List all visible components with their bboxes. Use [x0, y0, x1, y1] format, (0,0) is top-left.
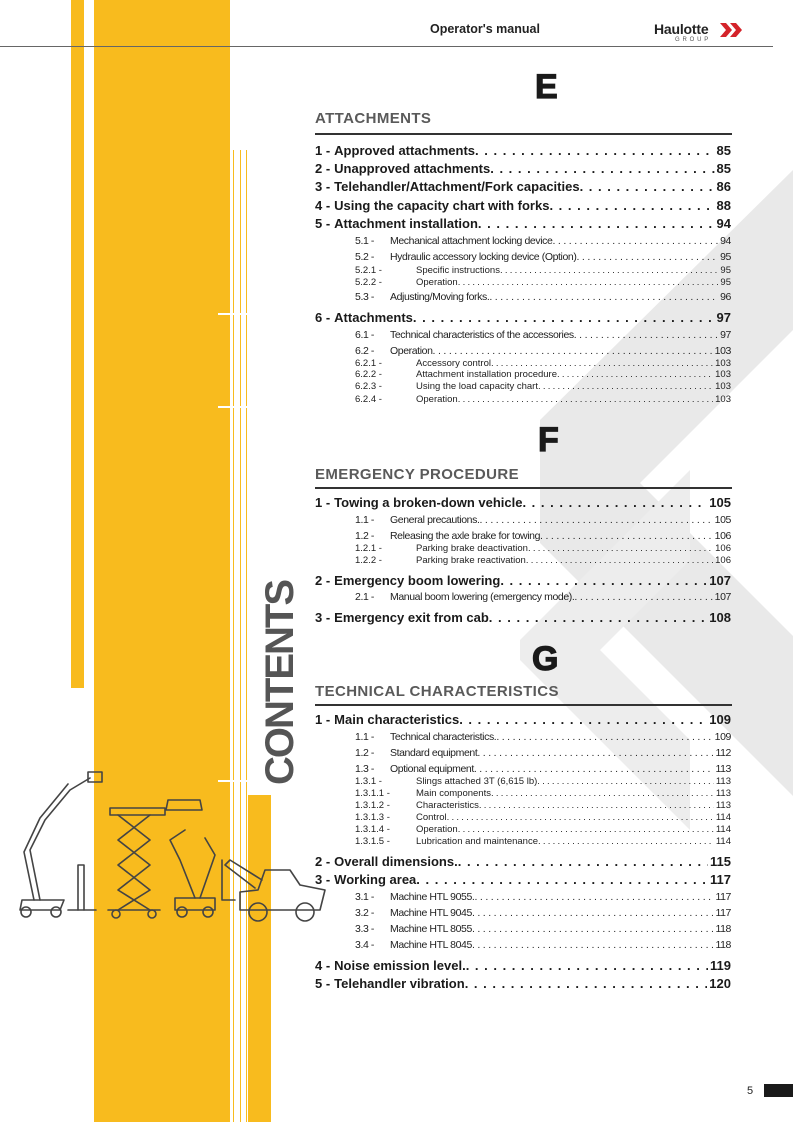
- toc-entry-number: 1 -: [315, 143, 331, 158]
- toc-leader-dots: [500, 573, 707, 588]
- toc-entry-number: 3 -: [315, 610, 331, 625]
- toc-leader-dots: [459, 712, 707, 727]
- toc-entry-title: Technical characteristics.: [390, 731, 497, 743]
- toc-entry[interactable]: [355, 235, 731, 249]
- toc-leader-dots: [491, 788, 714, 799]
- toc-entry-number: 3.1 -: [355, 891, 375, 903]
- toc-entry-title: Emergency boom lowering: [334, 573, 501, 588]
- toc-entry-number: 5.2 -: [355, 251, 375, 263]
- toc-entry-number: 3.4 -: [355, 939, 375, 951]
- toc-entry-page: 105: [714, 514, 731, 526]
- toc-entry-page: 94: [716, 216, 731, 231]
- toc-entry[interactable]: [355, 776, 731, 788]
- toc-entry-title: Emergency exit from cab: [334, 610, 489, 625]
- toc-leader-dots: [491, 358, 713, 369]
- toc-entry-page: 103: [715, 358, 731, 369]
- toc-entry-number: 5.2.2 -: [355, 277, 382, 288]
- toc-entry-page: 85: [716, 143, 731, 158]
- toc-entry-page: 103: [715, 381, 731, 392]
- toc-entry-page: 113: [715, 788, 731, 799]
- section-divider: [315, 704, 732, 706]
- toc-entry-number: 6.1 -: [355, 329, 375, 341]
- header-divider: [0, 46, 773, 47]
- toc-entry-title: Machine HTL 9055.: [390, 891, 475, 903]
- machinery-illustration: [0, 760, 340, 940]
- toc-entry-title: Unapproved attachments: [334, 161, 491, 176]
- toc-entry[interactable]: [355, 291, 731, 305]
- toc-entry[interactable]: [315, 216, 731, 232]
- toc-entry[interactable]: [355, 555, 731, 567]
- toc-leader-dots: [479, 800, 714, 811]
- toc-entry-title: General precautions.: [390, 514, 480, 526]
- toc-leader-dots: [500, 265, 718, 276]
- toc-leader-dots: [526, 555, 713, 566]
- toc-entry[interactable]: [355, 369, 731, 381]
- toc-entry-title: Operation: [390, 345, 433, 357]
- toc-entry[interactable]: [355, 836, 731, 848]
- toc-entry-page: 119: [710, 958, 731, 973]
- toc-entry-number: 3 -: [315, 179, 331, 194]
- toc-leader-dots: [574, 329, 718, 341]
- toc-entry-title: Towing a broken-down vehicle: [334, 495, 523, 510]
- toc-leader-dots: [474, 891, 713, 903]
- toc-entry[interactable]: [315, 143, 731, 159]
- toc-entry-title: Attachment installation procedure: [416, 369, 557, 380]
- toc-entry[interactable]: [315, 872, 731, 888]
- toc-entry-page: 109: [714, 731, 731, 743]
- toc-entry-title: Control: [416, 812, 447, 823]
- section-letter: F: [538, 421, 559, 459]
- toc-entry-number: 2.1 -: [355, 591, 375, 603]
- toc-entry[interactable]: [355, 923, 731, 937]
- toc-entry-page: 106: [714, 530, 731, 542]
- toc-entry-title: Machine HTL 9045: [390, 907, 472, 919]
- decor-bar-thin: [71, 0, 84, 688]
- toc-entry[interactable]: [355, 543, 731, 555]
- toc-entry[interactable]: [355, 251, 731, 265]
- toc-entry-title: Using the capacity chart with forks: [334, 198, 550, 213]
- toc-entry-title: Mechanical attachment locking device: [390, 235, 553, 247]
- page-tab-marker: [764, 1084, 793, 1097]
- contents-side-label: CONTENTS: [258, 581, 302, 785]
- toc-entry-title: Operation: [416, 824, 458, 835]
- toc-entry-title: Attachments: [334, 310, 413, 325]
- toc-entry-number: 6.2 -: [355, 345, 375, 357]
- section-letter: E: [535, 68, 558, 106]
- toc-entry-page: 88: [716, 198, 731, 213]
- decor-bar-main: [94, 0, 230, 1122]
- toc-leader-dots: [479, 514, 712, 526]
- toc-entry-number: 1 -: [315, 495, 331, 510]
- toc-entry-title: Main characteristics: [334, 712, 460, 727]
- toc-entry-title: Optional equipment: [390, 763, 474, 775]
- toc-entry[interactable]: [315, 712, 731, 728]
- toc-entry-page: 117: [715, 891, 731, 903]
- toc-entry-number: 1.3.1.2 -: [355, 800, 390, 811]
- toc-entry-page: 118: [715, 939, 731, 951]
- page-number: 5: [747, 1085, 754, 1097]
- toc-entry[interactable]: [355, 747, 731, 761]
- toc-entry-title: Technical characteristics of the accessories: [390, 329, 574, 341]
- toc-entry-number: 4 -: [315, 958, 331, 973]
- toc-entry-title: Characteristics: [416, 800, 479, 811]
- toc-entry-number: 3 -: [315, 872, 331, 887]
- toc-entry-number: 1.3.1.1 -: [355, 788, 390, 799]
- toc-entry-page: 94: [720, 235, 731, 247]
- toc-entry-page: 112: [715, 747, 731, 759]
- toc-entry-title: Standard equipment: [390, 747, 478, 759]
- toc-entry-title: Lubrication and maintenance: [416, 836, 539, 847]
- toc-entry-title: Parking brake reactivation: [416, 555, 526, 566]
- toc-entry[interactable]: [355, 530, 731, 544]
- toc-leader-dots: [472, 907, 714, 919]
- toc-leader-dots: [474, 763, 714, 775]
- toc-entry-title: Hydraulic accessory locking device (Option): [390, 251, 577, 263]
- toc-entry-page: 85: [716, 161, 731, 176]
- toc-entry-title: Releasing the axle brake for towing: [390, 530, 541, 542]
- toc-entry-page: 117: [715, 907, 731, 919]
- toc-leader-dots: [528, 543, 713, 554]
- toc-entry[interactable]: [315, 854, 731, 870]
- toc-entry[interactable]: [355, 329, 731, 343]
- toc-entry-number: 6.2.2 -: [355, 369, 382, 380]
- toc-entry-title: Attachment installation: [334, 216, 478, 231]
- toc-entry[interactable]: [355, 394, 731, 406]
- toc-entry[interactable]: [355, 907, 731, 921]
- toc-entry-number: 1.3.1.4 -: [355, 824, 390, 835]
- toc-entry-title: Machine HTL 8045: [390, 939, 472, 951]
- toc-entry-page: 103: [715, 394, 731, 405]
- section-title: TECHNICAL CHARACTERISTICS: [315, 683, 559, 700]
- toc-entry[interactable]: [355, 277, 731, 289]
- toc-entry-page: 106: [715, 543, 731, 554]
- toc-leader-dots: [478, 216, 715, 231]
- toc-entry-page: 103: [714, 345, 731, 357]
- toc-entry-title: Accessory control: [416, 358, 491, 369]
- toc-entry-page: 114: [715, 812, 731, 823]
- toc-entry[interactable]: [355, 381, 731, 393]
- toc-leader-dots: [538, 836, 714, 847]
- section-title: ATTACHMENTS: [315, 110, 432, 127]
- toc-leader-dots: [458, 277, 719, 288]
- toc-entry[interactable]: [355, 891, 731, 905]
- toc-entry-number: 1.2 -: [355, 530, 375, 542]
- toc-entry-number: 6 -: [315, 310, 331, 325]
- toc-entry[interactable]: [315, 161, 731, 177]
- toc-leader-dots: [490, 161, 714, 176]
- toc-entry-title: Approved attachments: [334, 143, 476, 158]
- toc-entry-page: 115: [710, 854, 731, 869]
- section-title: EMERGENCY PROCEDURE: [315, 466, 520, 483]
- toc-leader-dots: [538, 381, 713, 392]
- toc-entry-title: Specific instructions: [416, 265, 500, 276]
- toc-entry-page: 114: [715, 836, 731, 847]
- toc-leader-dots: [522, 495, 707, 510]
- brand-chevron-icon: [720, 23, 746, 37]
- toc-entry-number: 5 -: [315, 976, 331, 991]
- toc-leader-dots: [465, 976, 708, 991]
- toc-entry-page: 95: [720, 277, 731, 288]
- toc-entry-title: Telehandler vibration: [334, 976, 465, 991]
- toc-entry-number: 6.2.1 -: [355, 358, 382, 369]
- toc-leader-dots: [466, 958, 708, 973]
- toc-entry[interactable]: [315, 198, 731, 214]
- header-title: Operator's manual: [430, 22, 540, 36]
- toc-entry-title: Overall dimensions.: [334, 854, 458, 869]
- toc-entry-title: Telehandler/Attachment/Fork capacities: [334, 179, 580, 194]
- toc-entry-page: 108: [709, 610, 731, 625]
- toc-entry[interactable]: [355, 265, 731, 277]
- toc-entry-page: 107: [709, 573, 731, 588]
- toc-entry-number: 6.2.3 -: [355, 381, 382, 392]
- toc-leader-dots: [552, 235, 718, 247]
- toc-entry-number: 3.3 -: [355, 923, 375, 935]
- toc-entry-number: 1.3 -: [355, 763, 375, 775]
- toc-entry-number: 4 -: [315, 198, 331, 213]
- toc-entry-number: 2 -: [315, 573, 331, 588]
- toc-entry-title: Noise emission level.: [334, 958, 466, 973]
- decor-vline: [246, 150, 247, 1122]
- toc-entry-page: 113: [715, 763, 731, 775]
- toc-entry-title: Operation: [416, 394, 458, 405]
- toc-leader-dots: [475, 143, 714, 158]
- toc-leader-dots: [489, 610, 708, 625]
- section-divider: [315, 487, 732, 489]
- toc-entry-number: 5.1 -: [355, 235, 375, 247]
- decor-vline: [233, 150, 234, 1122]
- toc-leader-dots: [540, 530, 713, 542]
- toc-entry-number: 1.2 -: [355, 747, 375, 759]
- toc-entry[interactable]: [355, 591, 731, 605]
- toc-entry-number: 1.3.1.5 -: [355, 836, 390, 847]
- toc-entry-title: Slings attached 3T (6,615 lb): [416, 776, 538, 787]
- toc-leader-dots: [433, 345, 713, 357]
- decor-hline: [218, 313, 273, 315]
- toc-leader-dots: [416, 872, 708, 887]
- decor-hline: [218, 406, 273, 408]
- toc-entry-title: Adjusting/Moving forks.: [390, 291, 490, 303]
- toc-entry-page: 113: [715, 776, 731, 787]
- brand-logo: Haulotte: [654, 21, 709, 37]
- brand-logo-sub: GROUP: [675, 37, 712, 43]
- toc-entry[interactable]: [315, 179, 731, 195]
- toc-leader-dots: [458, 394, 713, 405]
- toc-entry[interactable]: [315, 958, 731, 974]
- toc-entry-title: Operation: [416, 277, 458, 288]
- toc-entry-number: 5 -: [315, 216, 331, 231]
- toc-entry-number: 5.3 -: [355, 291, 375, 303]
- toc-leader-dots: [549, 198, 714, 213]
- toc-entry-page: 86: [716, 179, 731, 194]
- toc-leader-dots: [413, 310, 715, 325]
- toc-entry-number: 2 -: [315, 854, 331, 869]
- toc-leader-dots: [537, 776, 714, 787]
- toc-leader-dots: [447, 812, 714, 823]
- toc-entry[interactable]: [355, 731, 731, 745]
- toc-entry[interactable]: [355, 514, 731, 528]
- toc-entry-title: Using the load capacity chart: [416, 381, 538, 392]
- toc-entry-number: 1.2.1 -: [355, 543, 382, 554]
- toc-leader-dots: [576, 251, 718, 263]
- toc-entry-page: 95: [720, 251, 731, 263]
- toc-entry[interactable]: [315, 495, 731, 511]
- toc-entry-page: 96: [720, 291, 731, 303]
- toc-leader-dots: [458, 824, 714, 835]
- toc-entry-page: 113: [715, 800, 731, 811]
- section-letter: G: [532, 640, 559, 678]
- toc-entry-page: 95: [720, 265, 731, 276]
- toc-leader-dots: [458, 854, 708, 869]
- toc-entry[interactable]: [355, 939, 731, 953]
- toc-entry-number: 3.2 -: [355, 907, 375, 919]
- toc-entry-page: 118: [715, 923, 731, 935]
- toc-entry[interactable]: [315, 573, 731, 589]
- toc-entry-number: 6.2.4 -: [355, 394, 382, 405]
- toc-entry-page: 114: [715, 824, 731, 835]
- toc-entry-title: Manual boom lowering (emergency mode).: [390, 591, 575, 603]
- toc-entry-number: 1.1 -: [355, 514, 375, 526]
- toc-leader-dots: [489, 291, 718, 303]
- toc-entry-number: 1.3.1 -: [355, 776, 382, 787]
- toc-entry-number: 1.2.2 -: [355, 555, 382, 566]
- toc-entry-page: 120: [709, 976, 731, 991]
- toc-entry[interactable]: [315, 610, 731, 626]
- toc-leader-dots: [472, 939, 714, 951]
- toc-leader-dots: [580, 179, 715, 194]
- toc-entry-page: 107: [714, 591, 731, 603]
- toc-entry-number: 2 -: [315, 161, 331, 176]
- toc-leader-dots: [496, 731, 712, 743]
- toc-entry[interactable]: [355, 800, 731, 812]
- toc-entry-title: Working area: [334, 872, 417, 887]
- toc-entry[interactable]: [315, 310, 731, 326]
- toc-entry-number: 1.1 -: [355, 731, 375, 743]
- toc-entry[interactable]: [355, 763, 731, 777]
- toc-entry[interactable]: [355, 824, 731, 836]
- toc-entry-number: 1.3.1.3 -: [355, 812, 390, 823]
- decor-vline: [240, 150, 241, 1122]
- toc-entry[interactable]: [355, 812, 731, 824]
- toc-entry[interactable]: [355, 788, 731, 800]
- toc-entry-page: 117: [710, 872, 731, 887]
- toc-leader-dots: [574, 591, 712, 603]
- toc-entry-page: 106: [715, 555, 731, 566]
- toc-entry[interactable]: [315, 976, 731, 992]
- section-divider: [315, 133, 732, 135]
- toc-entry-page: 109: [709, 712, 731, 727]
- toc-entry-page: 97: [716, 310, 731, 325]
- toc-entry-number: 1 -: [315, 712, 331, 727]
- toc-leader-dots: [557, 369, 713, 380]
- toc-entry-page: 103: [715, 369, 731, 380]
- toc-entry-title: Main components: [416, 788, 491, 799]
- toc-entry-title: Parking brake deactivation: [416, 543, 528, 554]
- toc-leader-dots: [477, 747, 713, 759]
- toc-entry-number: 5.2.1 -: [355, 265, 382, 276]
- toc-entry-page: 105: [709, 495, 731, 510]
- toc-leader-dots: [472, 923, 714, 935]
- toc-entry-page: 97: [720, 329, 731, 341]
- toc-entry-title: Machine HTL 8055: [390, 923, 472, 935]
- toc-entry[interactable]: [355, 345, 731, 359]
